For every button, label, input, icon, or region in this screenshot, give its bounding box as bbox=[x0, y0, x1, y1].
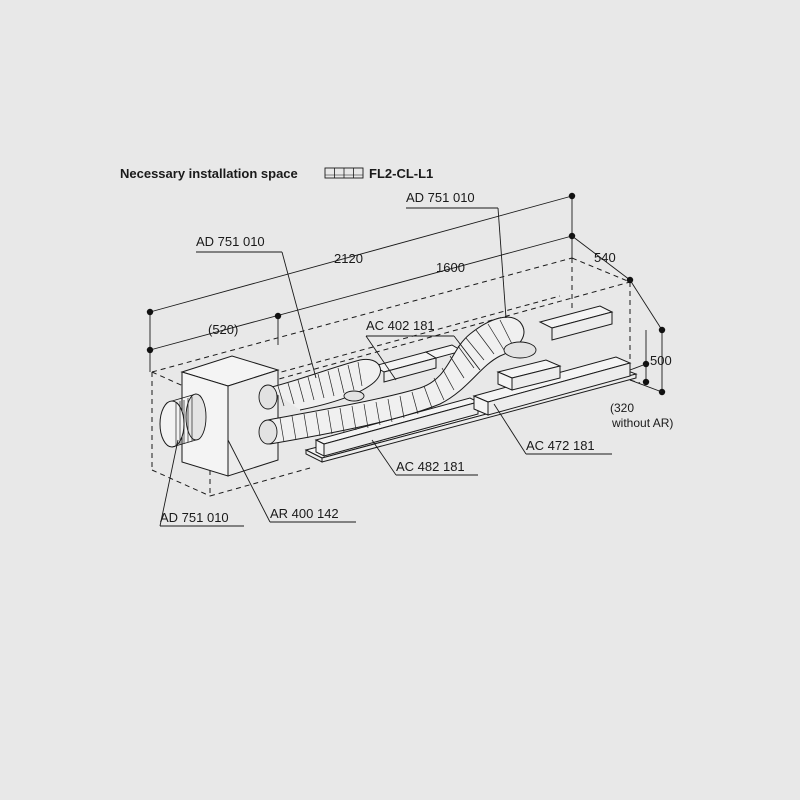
title-text: Necessary installation space bbox=[120, 166, 298, 181]
dim-point bbox=[147, 309, 153, 315]
four-segment-module-icon bbox=[325, 168, 363, 178]
dim-320-label: (320 bbox=[610, 401, 635, 415]
label-ar-400: AR 400 142 bbox=[270, 506, 339, 521]
dim-500-label: 500 bbox=[650, 353, 672, 368]
dim-point bbox=[569, 193, 575, 199]
label-ac-402: AC 402 181 bbox=[366, 318, 435, 333]
model-text: FL2-CL-L1 bbox=[369, 166, 434, 181]
dim-520-label: (520) bbox=[208, 322, 239, 337]
dim-320-note: without AR) bbox=[612, 416, 674, 430]
dim-point bbox=[643, 379, 649, 385]
label-ad-top-right: AD 751 010 bbox=[406, 190, 475, 205]
label-ad-front: AD 751 010 bbox=[160, 510, 229, 525]
dim-540-label: 540 bbox=[594, 250, 616, 265]
label-ac-472: AC 472 181 bbox=[526, 438, 595, 453]
label-ac-482: AC 482 181 bbox=[396, 459, 465, 474]
label-ad-top-left: AD 751 010 bbox=[196, 234, 265, 249]
hose-outlet bbox=[344, 391, 364, 401]
dim-2120-label: 2120 bbox=[334, 251, 363, 266]
dim-1600-label: 1600 bbox=[436, 260, 465, 275]
dim-point bbox=[659, 327, 665, 333]
